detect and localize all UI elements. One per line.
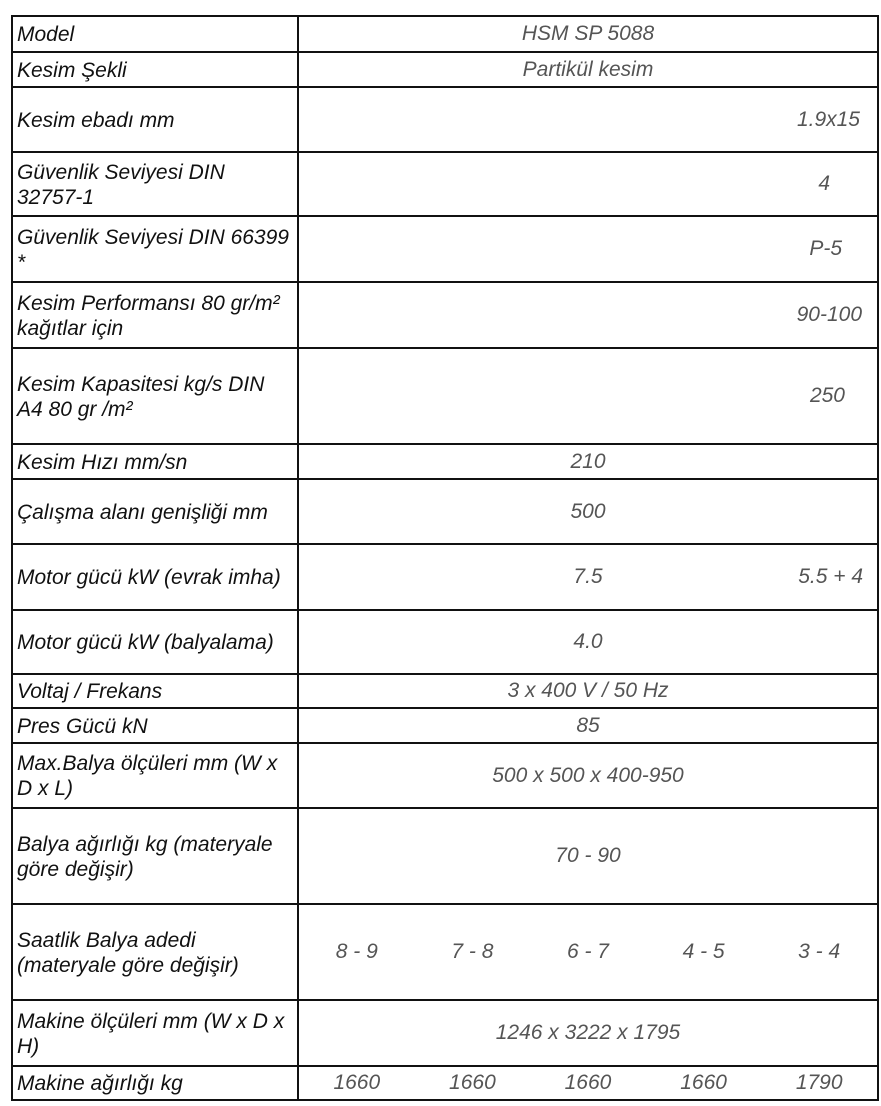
table-row — [12, 216, 878, 282]
row-label-cut-size: Kesim ebadı mm — [12, 87, 298, 152]
row-label-bales-per-hour: Saatlik Balya adedi (materyale göre değişir) — [12, 904, 298, 1000]
row-value-cut-capacity: 250 — [809, 384, 845, 407]
row-label-security-din32757: Güvenlik Seviyesi DIN 32757-1 — [12, 152, 298, 216]
table-row — [12, 674, 878, 708]
row-value-cut-type: Partikül kesim — [298, 52, 878, 87]
table-row — [12, 610, 878, 674]
machine-weight-value: 1660 — [449, 1071, 496, 1094]
row-value-cut-speed: 210 — [298, 444, 878, 479]
row-label-cut-type: Kesim Şekli — [12, 52, 298, 87]
table-row — [12, 479, 878, 544]
bales-per-hour-value: 6 - 7 — [566, 940, 609, 963]
row-label-press-force: Pres Gücü kN — [12, 708, 298, 743]
row-value-bales-per-hour-cell — [298, 904, 878, 1000]
row-label-motor-bale: Motor gücü kW (balyalama) — [12, 610, 298, 674]
table-row — [12, 16, 878, 52]
table-row — [12, 52, 878, 87]
bales-per-hour-value: 7 - 8 — [451, 940, 494, 963]
machine-weight-value: 1660 — [680, 1071, 727, 1094]
row-value-cut-capacity-cell — [298, 348, 878, 444]
row-value-security-din32757: 4 — [818, 172, 830, 195]
bales-per-hour-value: 3 - 4 — [798, 940, 841, 963]
table-row — [12, 87, 878, 152]
row-label-cut-performance: Kesim Performansı 80 gr/m² kağıtlar için — [12, 282, 298, 348]
machine-weight-value: 1660 — [333, 1071, 381, 1094]
table-row — [12, 708, 878, 743]
row-label-cut-speed: Kesim Hızı mm/sn — [12, 444, 298, 479]
row-label-model: Model — [12, 16, 298, 52]
table-row — [12, 1000, 878, 1066]
table-row — [12, 348, 878, 444]
row-value-cut-performance: 90-100 — [796, 303, 862, 326]
row-label-machine-size: Makine ölçüleri mm (W x D x H) — [12, 1000, 298, 1066]
table-row — [12, 152, 878, 216]
row-value-security-din66399: P-5 — [809, 237, 842, 260]
row-value-cut-size-cell — [298, 87, 878, 152]
table-row — [12, 808, 878, 904]
row-label-cut-capacity: Kesim Kapasitesi kg/s DIN A4 80 gr /m² — [12, 348, 298, 444]
row-value-motor-shred-alt: 5.5 + 4 — [798, 565, 863, 588]
machine-weight-value: 1790 — [795, 1071, 843, 1094]
row-value-security-din66399-cell — [298, 216, 878, 282]
row-label-motor-shred: Motor gücü kW (evrak imha) — [12, 544, 298, 610]
row-value-motor-shred-cell — [298, 544, 878, 610]
row-value-security-din32757-cell — [298, 152, 878, 216]
row-label-bale-weight: Balya ağırlığı kg (materyale göre değişir) — [12, 808, 298, 904]
row-value-cut-size: 1.9x15 — [796, 107, 860, 131]
row-value-motor-bale: 4.0 — [298, 610, 878, 674]
table-row — [12, 904, 878, 1000]
row-value-press-force: 85 — [298, 708, 878, 743]
row-value-voltage: 3 x 400 V / 50 Hz — [298, 674, 878, 708]
row-label-voltage: Voltaj / Frekans — [12, 674, 298, 708]
row-value-model: HSM SP 5088 — [298, 16, 878, 52]
row-value-machine-weight-cell — [298, 1066, 878, 1100]
row-label-security-din66399: Güvenlik Seviyesi DIN 66399 * — [12, 216, 298, 282]
table-row — [12, 282, 878, 348]
machine-weight-value: 1660 — [564, 1071, 612, 1094]
table-row — [12, 544, 878, 610]
row-label-work-width: Çalışma alanı genişliği mm — [12, 479, 298, 544]
table-row — [12, 743, 878, 808]
bales-per-hour-value: 8 - 9 — [335, 940, 378, 963]
row-value-bale-weight: 70 - 90 — [298, 808, 878, 904]
table-row — [12, 444, 878, 479]
row-value-cut-performance-cell — [298, 282, 878, 348]
row-value-work-width: 500 — [298, 479, 878, 544]
spec-table — [11, 15, 879, 1101]
row-value-motor-shred: 7.5 — [573, 565, 603, 588]
row-label-max-bale-size: Max.Balya ölçüleri mm (W x D x L) — [12, 743, 298, 808]
row-value-max-bale-size: 500 x 500 x 400-950 — [298, 743, 878, 808]
table-row — [12, 1066, 878, 1100]
bales-per-hour-value: 4 - 5 — [682, 940, 725, 963]
row-label-machine-weight: Makine ağırlığı kg — [12, 1066, 298, 1100]
row-value-machine-size: 1246 x 3222 x 1795 — [298, 1000, 878, 1066]
